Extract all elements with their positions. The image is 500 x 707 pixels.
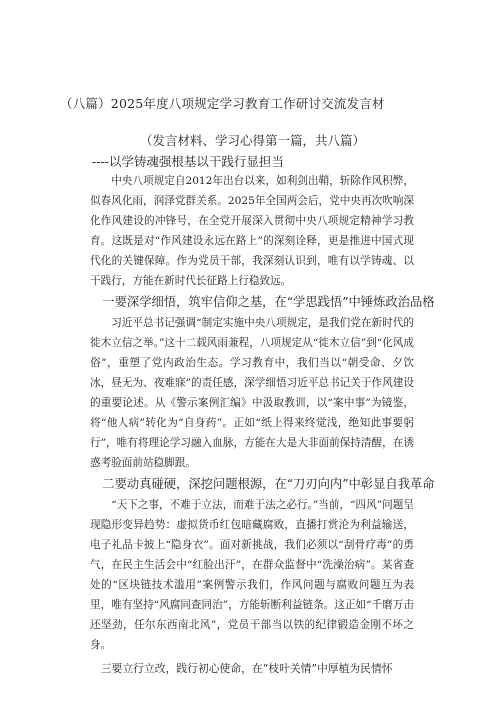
document-body [90, 171, 435, 679]
section-heading: 一要深学细悟，筑牢信仰之基，在“学思践悟”中锤炼政治品格 [102, 295, 435, 309]
section-heading: 二要动真碰硬，深挖问题根源，在“刀刃向内”中彰显自我革命 [102, 477, 435, 491]
section-paragraph: 习近平总书记强调“制定实施中央八项规定，是我们党在新时代的徙木立信之举。”这十二载风雨兼程，八项规定从“徙木立信”到“化风成俗”，重塑了党内政治生态。学习教育中，我们当以“朝受命、夕饮冰，昼无为、夜难寐”的责任感，深学细悟习近平总书记关于作风建设的重要论述。从《警示案例汇编》中汲取教训，以“案中事”为镜鉴，将“他人病”转化为“自身药”。正如“纸上得来终觉浅，绝知此事要躬行”，唯有将理论学习融入血脉，方能在大是大非面前保持清醒，在诱惑考验面前站稳脚跟。 [90, 317, 414, 469]
section-paragraph: “天下之事，不难于立法，而难于法之必行。”当前，“四风”问题呈现隐形变异趋势：虚拟货币红包暗藏腐败，直播打赏沦为利益输送，电子礼品卡披上“隐身衣”。面对新挑战，我们必须以“刮骨疗毒”的勇气，在民主生活会中“红脸出汗”，在群众监督中“洗澡治病”。某省查处的“区块链技术滥用”案例警示我们，作风问题与腐败问题互为表里，唯有坚持“风腐同查同治”，方能斩断利益链条。这正如“千磨万击还坚劲，任尔东西南北风”，党员干部当以铁的纪律锻造金刚不坏之身。 [90, 499, 414, 651]
section-heading: 三要立行立改，践行初心使命，在“枝叶关情”中厚植为民情怀 [100, 662, 393, 675]
document-title: （八篇）2025年度八项规定学习教育工作研讨交流发言材 [60, 96, 385, 111]
document-subtitle: （发言材料、学习心得第一篇，共八篇） [140, 133, 366, 148]
document-subhead: ----以学铸魂强根基以干践行显担当 [92, 154, 284, 169]
intro-paragraph: 中央八项规定自2012年出台以来，如利剑出鞘，斩除作风积弊，似春风化雨，润泽党群关系。2025年全国两会后，党中央再次吹响深化作风建设的冲锋号，在全党开展深入贯彻中央八项规定精神学习教育。这既是对“作风建设永远在路上”的深刻诠释，更是推进中国式现代化的关键保障。作为党员干部，我深刻认识到，唯有以学铸魂、以干践行，方能在新时代长征路上行稳致远。 [90, 175, 414, 287]
